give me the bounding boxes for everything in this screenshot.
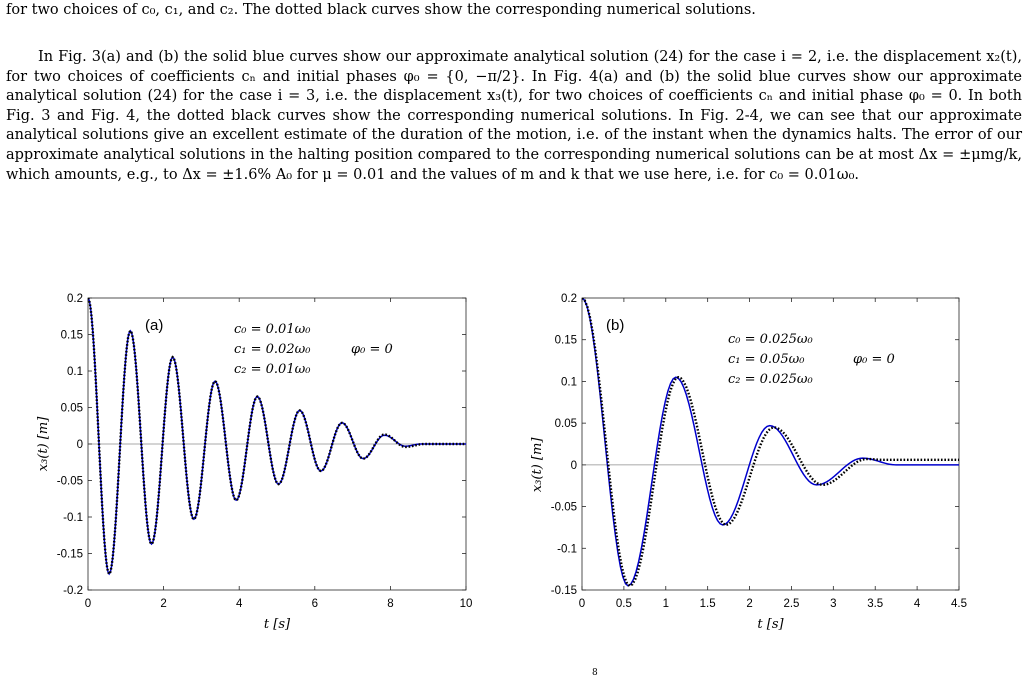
coefficient-annotation: c₀ = 0.01ω₀ — [234, 322, 311, 337]
preceding-text-line: for two choices of c₀, c₁, and c₂. The dotted black curves show the corresponding numerical solutions. — [6, 2, 756, 18]
y-tick-label: 0.15 — [554, 334, 577, 347]
coefficient-annotation: c₂ = 0.025ω₀ — [728, 372, 813, 387]
panel-label: (b) — [606, 317, 625, 334]
y-axis-label: x₃(t) [m] — [36, 416, 51, 472]
phase-annotation: φ₀ = 0 — [351, 342, 393, 357]
x-tick-label: 0.5 — [615, 598, 632, 610]
x-tick-label: 10 — [459, 598, 473, 610]
panel-label: (a) — [145, 317, 164, 334]
y-tick-label: -0.1 — [557, 543, 577, 556]
x-tick-label: 1 — [662, 598, 669, 610]
y-tick-label: -0.05 — [550, 501, 577, 514]
y-tick-label: 0.2 — [67, 293, 83, 305]
y-tick-label: -0.15 — [550, 585, 577, 597]
y-tick-label: 0 — [570, 459, 577, 472]
coefficient-annotation: c₀ = 0.025ω₀ — [728, 332, 813, 347]
y-tick-label: -0.2 — [63, 585, 83, 597]
panel-b — [530, 293, 967, 632]
x-tick-label: 2 — [160, 598, 167, 610]
x-tick-label: 4.5 — [951, 598, 967, 610]
y-tick-label: 0 — [76, 439, 83, 451]
paragraph-text: In Fig. 3(a) and (b) the solid blue curves show our approximate analytical solution (24) for the case i = 2, i.e. the displacement x₂(t), for two choices of coefficients cₙ and initial phases φ₀ = {0, −π/2}. In Fig. 4(a) and (b) the solid blue curves show our approximate analytical solution (24) for the case i = 3, i.e. the displacement x₃(t), for two choices of coefficients cₙ and initial phase φ₀ = 0. In both Fig. 3 and Fig. 4, the dotted black curves show the corresponding numerical solutions. In Fig. 2-4, we can see that our approximate analytical solutions give an excellent estimate of the duration of the motion, i.e. of the instant when the dynamics halts. The error of our approximate analytical solutions in the halting position compared to the corresponding numerical solutions can be at most Δx = ±μmg/k, which amounts, e.g., to Δx = ±1.6% A₀ for μ = 0.01 and the values of m and k that we use here, i.e. for c₀ = 0.01ω₀. — [6, 49, 1022, 183]
coefficient-annotation: c₂ = 0.01ω₀ — [234, 362, 311, 377]
x-tick-label: 6 — [311, 598, 319, 610]
y-tick-label: 0.2 — [561, 293, 577, 305]
y-tick-label: -0.05 — [56, 475, 83, 488]
x-axis-label: t [s] — [263, 617, 291, 632]
panel-a — [36, 293, 472, 632]
y-tick-label: 0.05 — [554, 418, 577, 431]
x-tick-label: 0 — [84, 598, 92, 610]
x-tick-label: 2 — [746, 598, 753, 610]
x-tick-label: 4 — [913, 598, 921, 610]
y-tick-label: 0.15 — [60, 329, 83, 342]
y-tick-label: -0.1 — [63, 512, 83, 524]
y-tick-label: 0.1 — [67, 366, 83, 378]
coefficient-annotation: c₁ = 0.02ω₀ — [234, 342, 311, 357]
x-tick-label: 3 — [830, 598, 837, 610]
x-tick-label: 2.5 — [783, 598, 800, 610]
x-tick-label: 8 — [387, 598, 394, 610]
x-tick-label: 1.5 — [699, 598, 716, 610]
y-tick-label: 0.1 — [561, 376, 577, 389]
phase-annotation: φ₀ = 0 — [853, 352, 895, 367]
x-tick-label: 0 — [578, 598, 586, 610]
x-axis-label: t [s] — [757, 617, 784, 632]
y-tick-label: -0.15 — [56, 548, 83, 561]
y-tick-label: 0.05 — [60, 402, 83, 415]
y-axis-label: x₃(t) [m] — [530, 437, 545, 493]
x-tick-label: 4 — [235, 598, 243, 610]
x-tick-label: 3.5 — [867, 598, 884, 610]
footnote-marker: 8 — [592, 668, 598, 678]
coefficient-annotation: c₁ = 0.05ω₀ — [728, 352, 805, 367]
